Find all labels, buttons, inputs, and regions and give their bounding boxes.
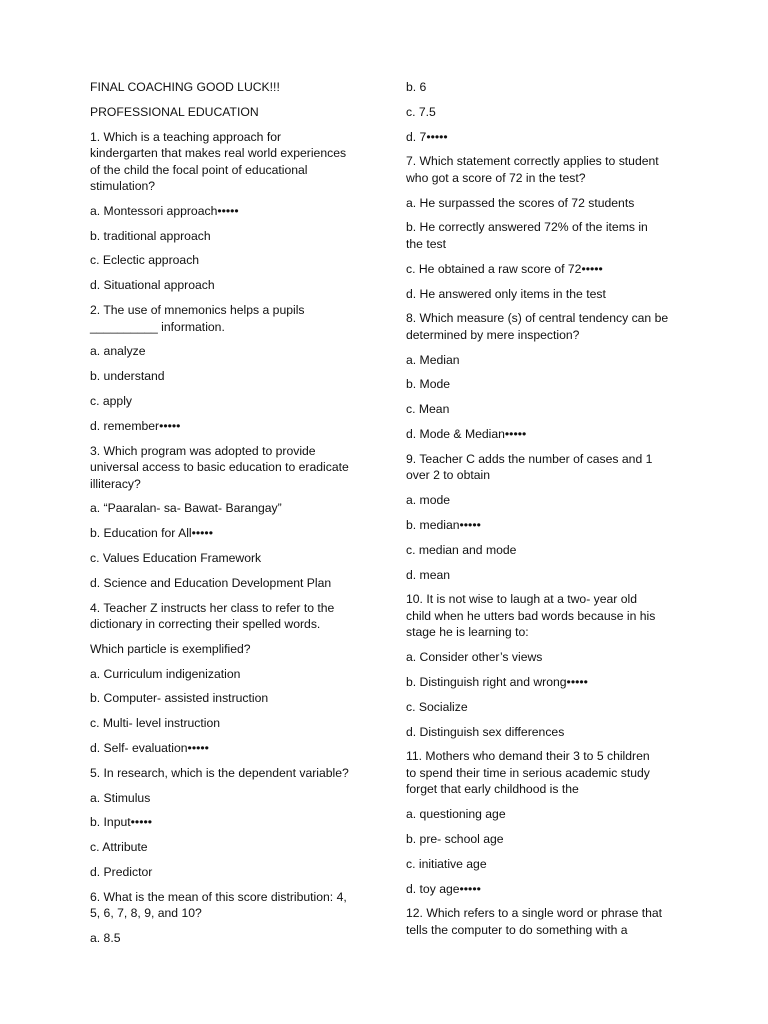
question-text: 2. The use of mnemonics helps a pupils __________ information. xyxy=(90,303,305,334)
answer-option: d. He answered only items in the test xyxy=(406,286,606,301)
answer-option: a. He surpassed the scores of 72 students xyxy=(406,195,635,210)
answer-option: d. Mode & Median••••• xyxy=(406,427,527,442)
answer-option: a. questioning age xyxy=(406,807,506,822)
question-text: 9. Teacher C adds the number of cases and 1 over 2 to obtain xyxy=(406,451,653,483)
answer-option: a. analyze xyxy=(90,344,146,359)
question-text: 1. Which is a teaching approach for kindergarten that makes real world experiences of the child the focal point of educational stimulation? xyxy=(90,129,347,194)
question-text: 6. What is the mean of this score distribution: 4, 5, 6, 7, 8, 9, and 10? xyxy=(90,889,347,921)
heading: FINAL COACHING GOOD LUCK!!! xyxy=(90,80,280,94)
answer-option: a. mode xyxy=(406,493,451,508)
question-text: 7. Which statement correctly applies to student who got a score of 72 in the test? xyxy=(406,154,659,185)
question-text: 4. Teacher Z instructs her class to refer to the dictionary in correcting their spelled words. xyxy=(90,600,335,632)
answer-option: c. Values Education Framework xyxy=(90,550,262,565)
answer-option: d. Situational approach xyxy=(90,278,215,293)
question-text: 5. In research, which is the dependent variable? xyxy=(90,765,349,780)
question-text: 10. It is not wise to laugh at a two- year old child when he utters bad words because in his stage he is learning to: xyxy=(406,592,656,640)
answer-option: b. 6 xyxy=(406,80,427,94)
answer-option: d. Predictor xyxy=(90,865,153,880)
question-text: 8. Which measure (s) of central tendency can be determined by mere inspection? xyxy=(406,311,669,342)
answer-option: a. Curriculum indigenization xyxy=(90,666,241,681)
answer-option: b. Computer- assisted instruction xyxy=(90,691,269,706)
answer-option: b. Distinguish right and wrong••••• xyxy=(406,674,588,689)
answer-option: c. initiative age xyxy=(406,856,487,871)
answer-option: b. understand xyxy=(90,369,165,384)
answer-option: b. He correctly answered 72% of the items in the test xyxy=(406,220,648,251)
answer-option: c. median and mode xyxy=(406,542,517,557)
answer-option: d. mean xyxy=(406,567,451,582)
answer-option: c. Attribute xyxy=(90,840,148,855)
answer-option: c. He obtained a raw score of 72••••• xyxy=(406,261,603,276)
answer-option: a. “Paaralan- sa- Bawat- Barangay” xyxy=(90,501,282,516)
answer-option: d. Science and Education Development Plan xyxy=(90,575,332,590)
answer-option: b. pre- school age xyxy=(406,831,504,846)
answer-option: b. traditional approach xyxy=(90,228,211,243)
question-text: 3. Which program was adopted to provide universal access to basic education to eradicate illiteracy? xyxy=(90,443,349,491)
answer-option: a. Montessori approach••••• xyxy=(90,203,239,218)
answer-option: a. Median xyxy=(406,352,460,367)
answer-option: c. apply xyxy=(90,393,133,408)
answer-option: a. Consider other’s views xyxy=(406,650,543,665)
answer-option: c. Socialize xyxy=(406,699,468,714)
answer-option: c. Eclectic approach xyxy=(90,253,200,268)
right-column xyxy=(406,79,688,947)
answer-option: d. 7••••• xyxy=(406,129,448,144)
answer-option: c. 7.5 xyxy=(406,104,436,119)
answer-option: b. Mode xyxy=(406,377,451,392)
answer-option: c. Multi- level instruction xyxy=(90,716,221,731)
answer-option: d. Distinguish sex differences xyxy=(406,724,565,739)
answer-option: a. Stimulus xyxy=(90,790,151,805)
question-text: 11. Mothers who demand their 3 to 5 children to spend their time in serious academic study forget that early childhood is the xyxy=(406,749,650,797)
answer-option: b. Education for All••••• xyxy=(90,526,213,541)
heading: Which particle is exemplified? xyxy=(90,641,251,656)
answer-option: b. Input••••• xyxy=(90,815,152,830)
heading: PROFESSIONAL EDUCATION xyxy=(90,104,259,119)
answer-option: a. 8.5 xyxy=(90,931,121,946)
answer-option: b. median••••• xyxy=(406,517,481,532)
answer-option: d. remember••••• xyxy=(90,418,181,433)
left-column xyxy=(90,79,380,955)
question-text: 12. Which refers to a single word or phrase that tells the computer to do something with a xyxy=(406,906,663,937)
answer-option: c. Mean xyxy=(406,402,450,417)
answer-option: d. toy age••••• xyxy=(406,881,481,896)
answer-option: d. Self- evaluation••••• xyxy=(90,741,209,756)
